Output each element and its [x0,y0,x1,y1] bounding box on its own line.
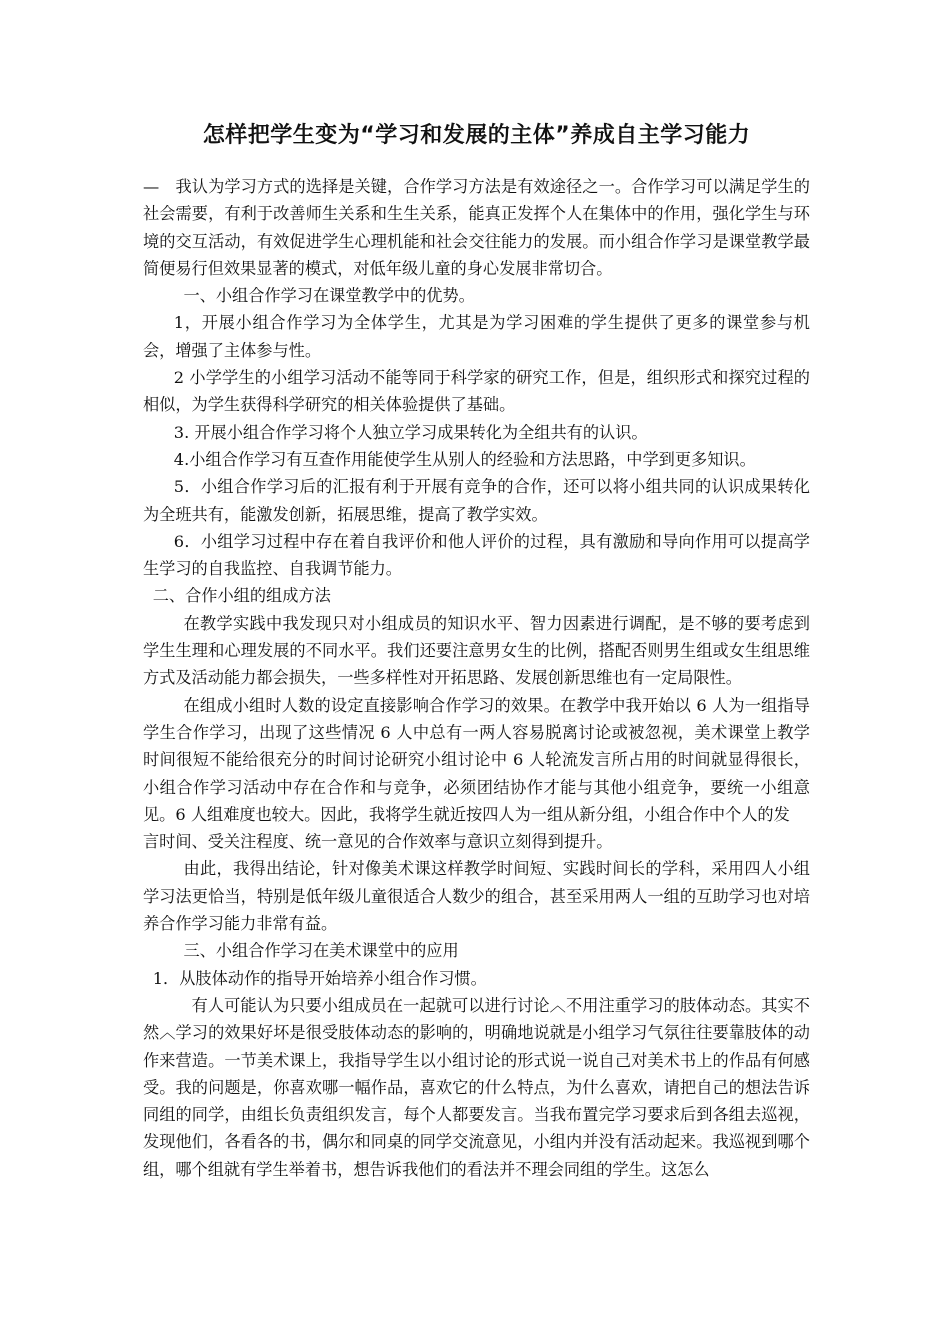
list-item-6: 6．小组学习过程中存在着自我评价和他人评价的过程，具有激励和导向作用可以提高学生学习的自我监控、自我调节能力。 [143,531,810,579]
list-item-3: 3. 开展小组合作学习将个人独立学习成果转化为全组共有的认识。 [173,422,648,442]
paragraph: 在组成小组时人数的设定直接影响合作学习的效果。在教学中我开始以 6 人为一组指导学生合作学习，出现了这些情况 6 人中总有一两人容易脱离讨论或被忽视，美术课堂上教学时间很短不能给很充分的时间讨论研究小组讨论中 6 人轮流发言所占用的时间就显得很长，小组合作学习活动中存在合作和与竞争，必须团结协作才能与其他小组竞争，要统一小组意见。6 人组难度也较大。因此，我将学生就近按四人为一组从新分组，小组合作中个人的发 [143,695,810,824]
document-body [143,173,810,1183]
section-heading-2: 二、合作小组的组成方法 [152,586,331,606]
subsection-heading: 1．从肢体动作的指导开始培养小组合作习惯。 [152,968,487,988]
list-item-4: 4.小组合作学习有互查作用能使学生从别人的经验和方法思路，中学到更多知识。 [173,449,756,469]
document-title: 怎样把学生变为“学习和发展的主体”养成自主学习能力 [202,123,751,148]
paragraph-intro: — 我认为学习方式的选择是关键，合作学习方法是有效途径之一。合作学习可以满足学生的社会需要，有利于改善师生关系和生生关系，能真正发挥个人在集体中的作用，强化学生与环境的交互活动，有效促进学生心理机能和社会交往能力的发展。而小组合作学习是课堂教学最简便易行但效果显著的模式，对低年级儿童的身心发展非常切合。 [143,177,810,278]
list-item-2: 2 小学学生的小组学习活动不能等同于科学家的研究工作，但是，组织形式和探究过程的相似，为学生获得科学研究的相关体验提供了基础。 [143,368,810,415]
section-heading-1: 一、小组合作学习在课堂教学中的优势。 [183,286,475,306]
paragraph: 有人可能认为只要小组成员在一起就可以进行讨论︿不用注重学习的肢体动态。其实不然︿学习的效果好坏是很受肢体动态的影响的，明确地说就是小组学习气氛往往要靠肢体的动作来营造。一节美术课上，我指导学生以小组讨论的形式说一说自己对美术书上的作品有何感受。我的问题是，你喜欢哪一幅作品，喜欢它的什么特点，为什么喜欢，请把自己的想法告诉同组的同学，由组长负责组织发言，每个人都要发言。当我布置完学习要求后到各组去巡视，发现他们，各看各的书，偶尔和同桌的同学交流意见，小组内并没有活动起来。我巡视到哪个组，哪个组就有学生举着书，想告诉我他们的看法并不理会同组的学生。这怎么 [143,995,810,1179]
paragraph: 在教学实践中我发现只对小组成员的知识水平、智力因素进行调配，是不够的要考虑到学生生理和心理发展的不同水平。我们还要注意男女生的比例，搭配否则男生组或女生组思维方式及活动能力都会损失，一些多样性对开拓思路、发展创新思维也有一定局限性。 [143,613,810,688]
section-heading-3: 三、小组合作学习在美术课堂中的应用 [183,941,459,961]
list-item-1: 1，开展小组合作学习为全体学生，尤其是为学习困难的学生提供了更多的课堂参与机会，增强了主体参与性。 [143,313,810,360]
paragraph: 言时间、受关注程度、统一意见的合作效率与意识立刻得到提升。 [143,832,613,852]
paragraph: 由此，我得出结论，针对像美术课这样教学时间短、实践时间长的学科，采用四人小组学习法更恰当，特别是低年级儿童很适合人数少的组合，甚至采用两人一组的互助学习也对培养合作学习能力非常有益。 [143,859,810,934]
list-item-5: 5．小组合作学习后的汇报有利于开展有竞争的合作，还可以将小组共同的认识成果转化为全班共有，能激发创新，拓展思维，提高了教学实效。 [143,477,810,524]
